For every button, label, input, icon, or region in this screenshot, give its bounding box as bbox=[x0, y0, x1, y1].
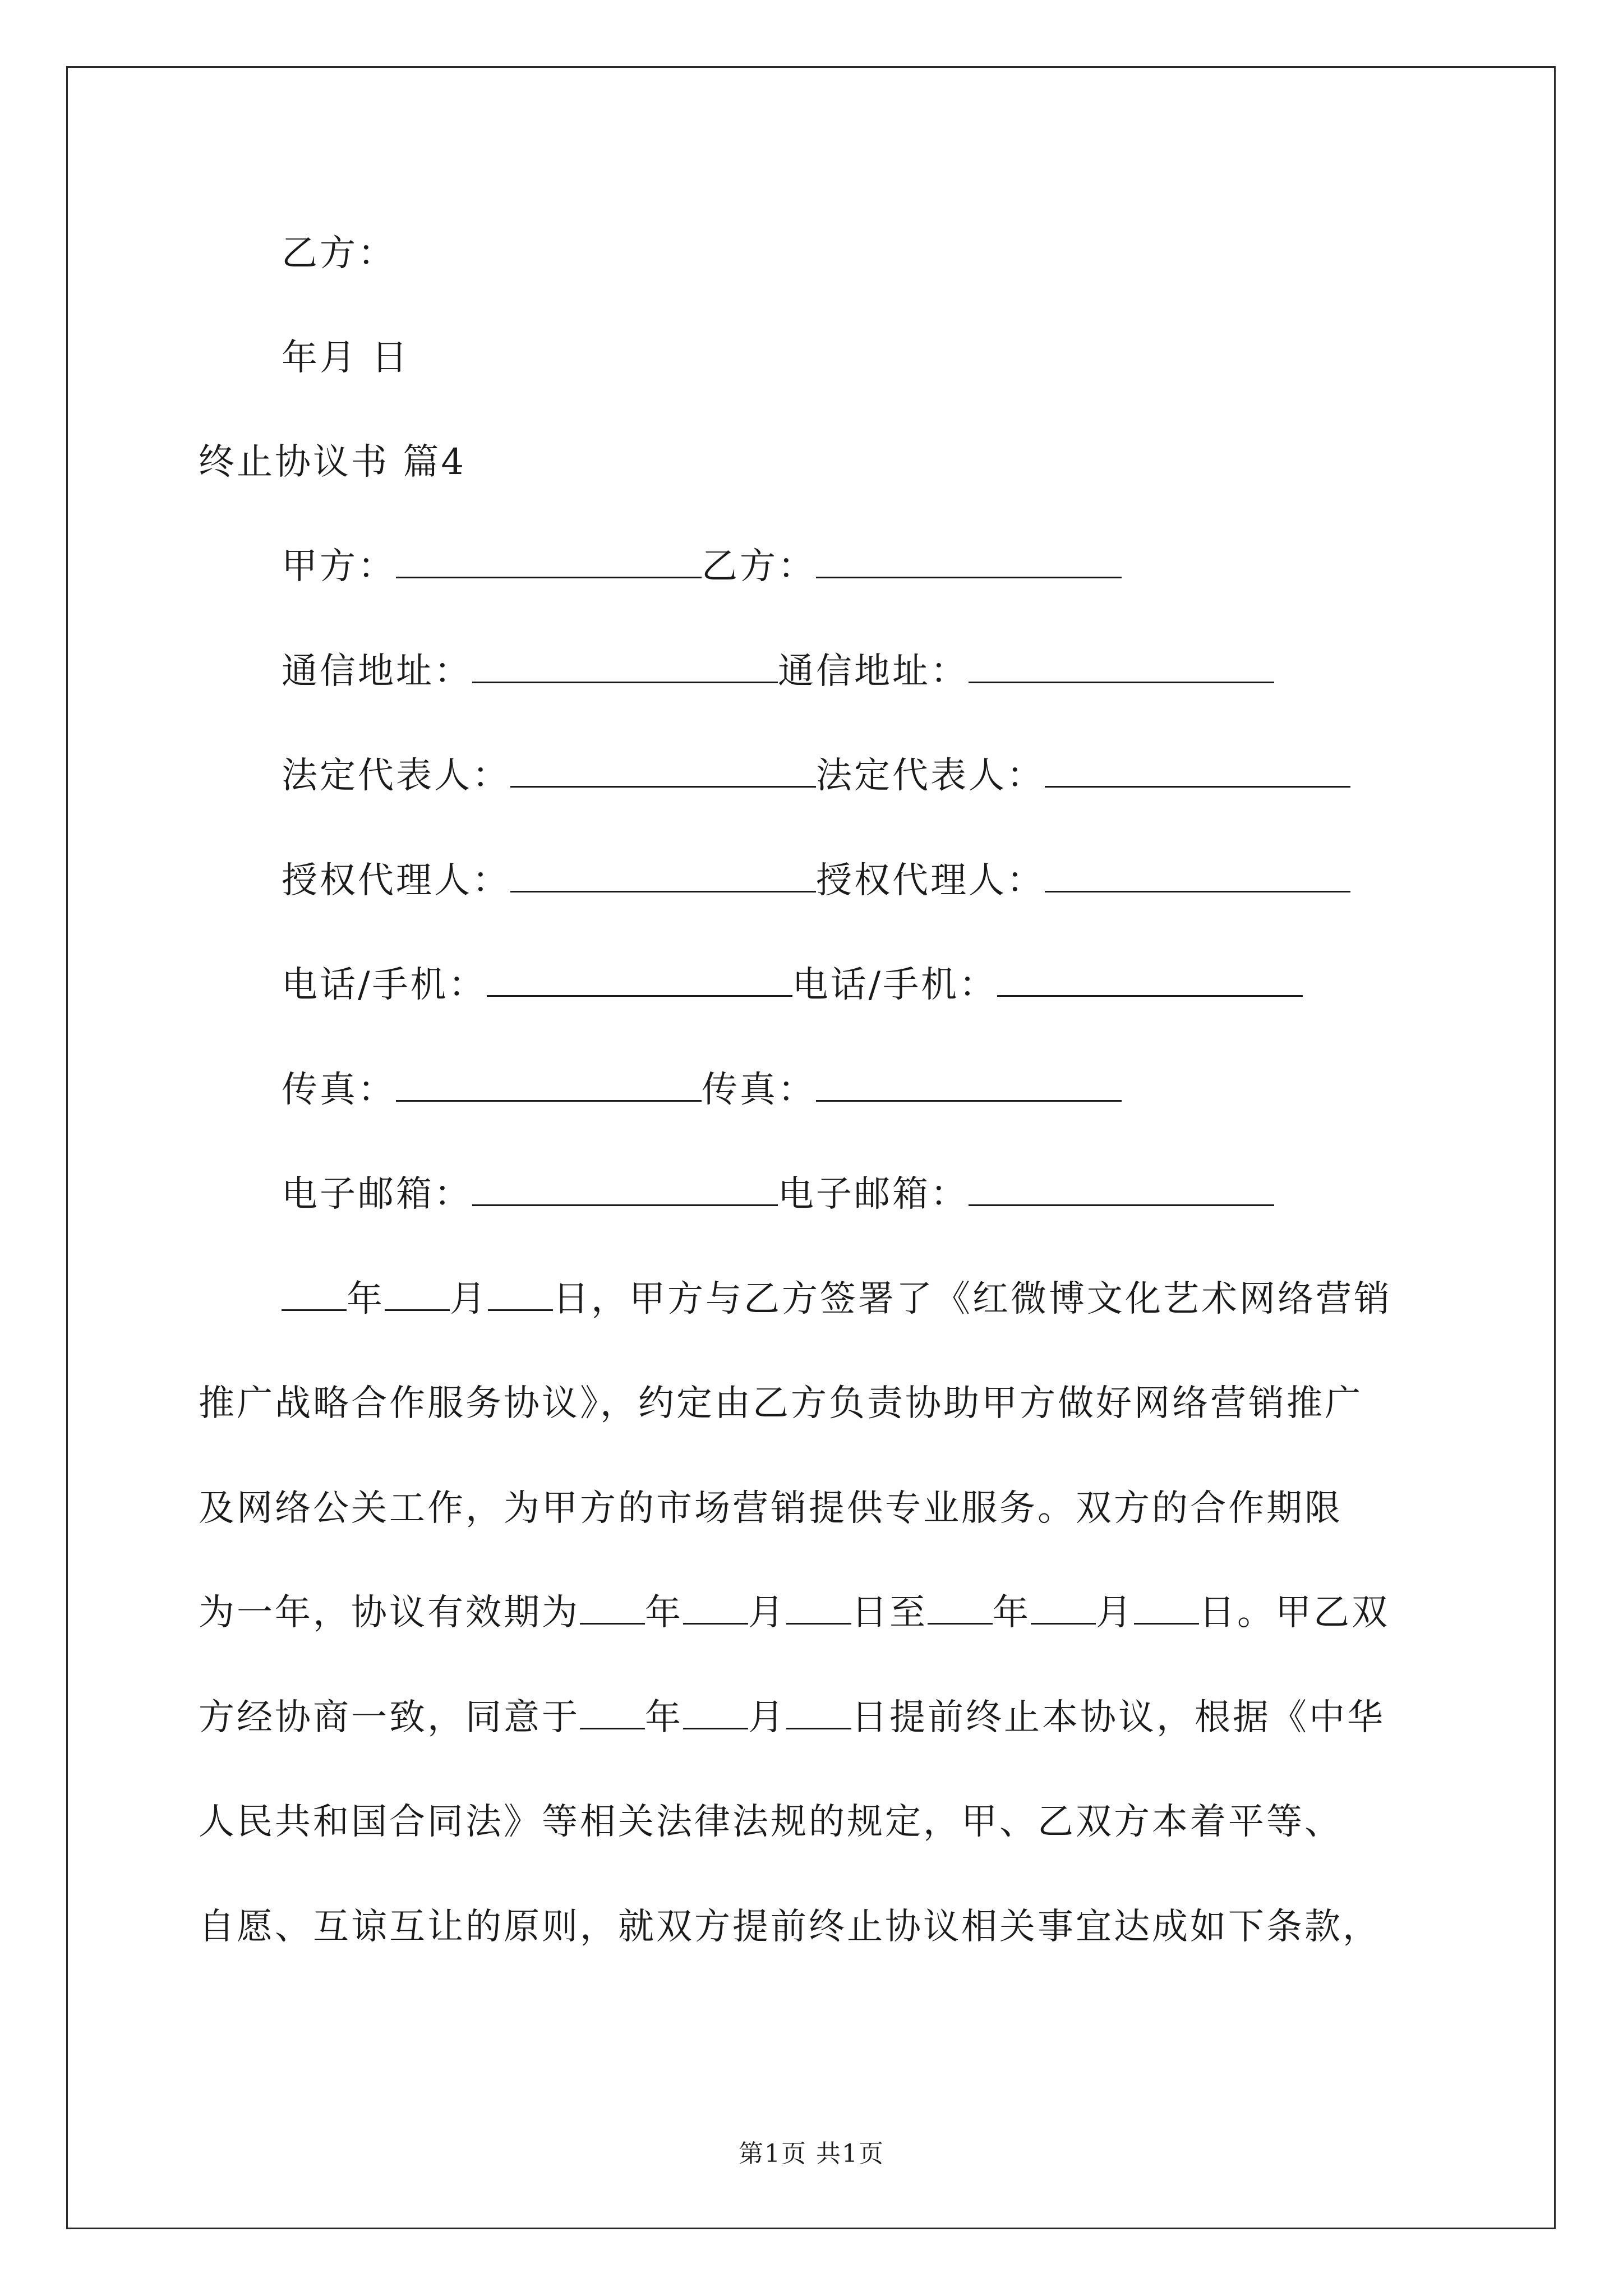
field-label-left: 电子邮箱： bbox=[282, 1174, 472, 1215]
body-text: 年 bbox=[645, 1592, 683, 1634]
body-line-4 bbox=[199, 1590, 1390, 1635]
field-label-left: 电话/手机： bbox=[282, 964, 487, 1006]
field-label-right: 法定代表人： bbox=[816, 755, 1045, 797]
blank-field bbox=[488, 1277, 553, 1311]
body-text: 月 bbox=[748, 1697, 786, 1738]
field-label-left: 法定代表人： bbox=[282, 755, 510, 797]
field-label-left: 传真： bbox=[282, 1069, 396, 1111]
blank-field bbox=[396, 544, 702, 578]
body-line-5 bbox=[199, 1695, 1385, 1740]
field-label-right: 授权代理人： bbox=[816, 860, 1045, 901]
field-label-left: 通信地址： bbox=[282, 651, 472, 692]
field-label-left: 甲方： bbox=[282, 546, 396, 587]
blank-field bbox=[683, 1695, 748, 1729]
field-label-left: 授权代理人： bbox=[282, 860, 510, 901]
blank-field bbox=[510, 858, 816, 892]
field-label-right: 通信地址： bbox=[778, 651, 969, 692]
field-row-party bbox=[282, 544, 1122, 589]
signature-date-line: 年月 日 bbox=[282, 337, 410, 379]
blank-field bbox=[786, 1695, 851, 1729]
blank-field bbox=[472, 649, 778, 683]
section-heading: 终止协议书 篇4 bbox=[199, 441, 467, 483]
blank-field bbox=[472, 1172, 778, 1206]
field-row-legal-rep bbox=[282, 753, 1350, 798]
body-text: 月 bbox=[450, 1278, 488, 1320]
blank-field bbox=[816, 544, 1122, 578]
blank-field bbox=[928, 1590, 993, 1625]
field-label-right: 传真： bbox=[702, 1069, 816, 1111]
blank-field bbox=[1045, 858, 1350, 892]
blank-field bbox=[969, 649, 1274, 683]
body-line-7: 自愿、互谅互让的原则，就双方提前终止协议相关事宜达成如下条款， bbox=[199, 1906, 1381, 1948]
page-footer: 第1页 共1页 bbox=[739, 2139, 884, 2168]
blank-field bbox=[396, 1068, 702, 1102]
body-text: 方经协商一致，同意于 bbox=[199, 1697, 580, 1738]
body-line-6: 人民共和国合同法》等相关法律法规的规定，甲、乙双方本着平等、 bbox=[199, 1801, 1343, 1843]
blank-field bbox=[1045, 753, 1350, 788]
blank-field bbox=[580, 1695, 645, 1729]
blank-field bbox=[816, 1068, 1122, 1102]
blank-field bbox=[997, 963, 1303, 997]
blank-field bbox=[683, 1590, 748, 1625]
field-row-address bbox=[282, 649, 1274, 694]
party-b-signature-line: 乙方： bbox=[282, 233, 396, 274]
blank-field bbox=[786, 1590, 851, 1625]
body-text: 年 bbox=[993, 1592, 1031, 1634]
field-label-right: 乙方： bbox=[702, 546, 816, 587]
body-line-1 bbox=[282, 1277, 1392, 1322]
body-text: 日至 bbox=[851, 1592, 928, 1634]
body-line-2: 推广战略合作服务协议》，约定由乙方负责协助甲方做好网络营销推广 bbox=[199, 1383, 1363, 1424]
field-row-email bbox=[282, 1172, 1274, 1217]
body-text: 为一年，协议有效期为 bbox=[199, 1592, 580, 1634]
blank-field bbox=[580, 1590, 645, 1625]
body-text: 年 bbox=[347, 1278, 385, 1320]
field-row-agent bbox=[282, 858, 1350, 903]
body-text: 年 bbox=[645, 1697, 683, 1738]
blank-field bbox=[969, 1172, 1274, 1206]
body-text: 月 bbox=[748, 1592, 786, 1634]
body-line-3: 及网络公关工作，为甲方的市场营销提供专业服务。双方的合作期限 bbox=[199, 1488, 1343, 1529]
blank-field bbox=[385, 1277, 450, 1311]
blank-field bbox=[487, 963, 792, 997]
blank-field bbox=[1134, 1590, 1199, 1625]
body-text: 日提前终止本协议，根据《中华 bbox=[851, 1697, 1385, 1738]
blank-field bbox=[1031, 1590, 1096, 1625]
field-label-right: 电子邮箱： bbox=[778, 1174, 969, 1215]
field-row-phone bbox=[282, 963, 1303, 1007]
blank-field bbox=[510, 753, 816, 788]
blank-field bbox=[282, 1277, 347, 1311]
field-row-fax bbox=[282, 1068, 1122, 1112]
body-text: 日，甲方与乙方签署了《红微博文化艺术网络营销 bbox=[553, 1278, 1392, 1320]
field-label-right: 电话/手机： bbox=[792, 964, 998, 1006]
body-text: 日。甲乙双 bbox=[1199, 1592, 1390, 1634]
body-text: 月 bbox=[1096, 1592, 1134, 1634]
